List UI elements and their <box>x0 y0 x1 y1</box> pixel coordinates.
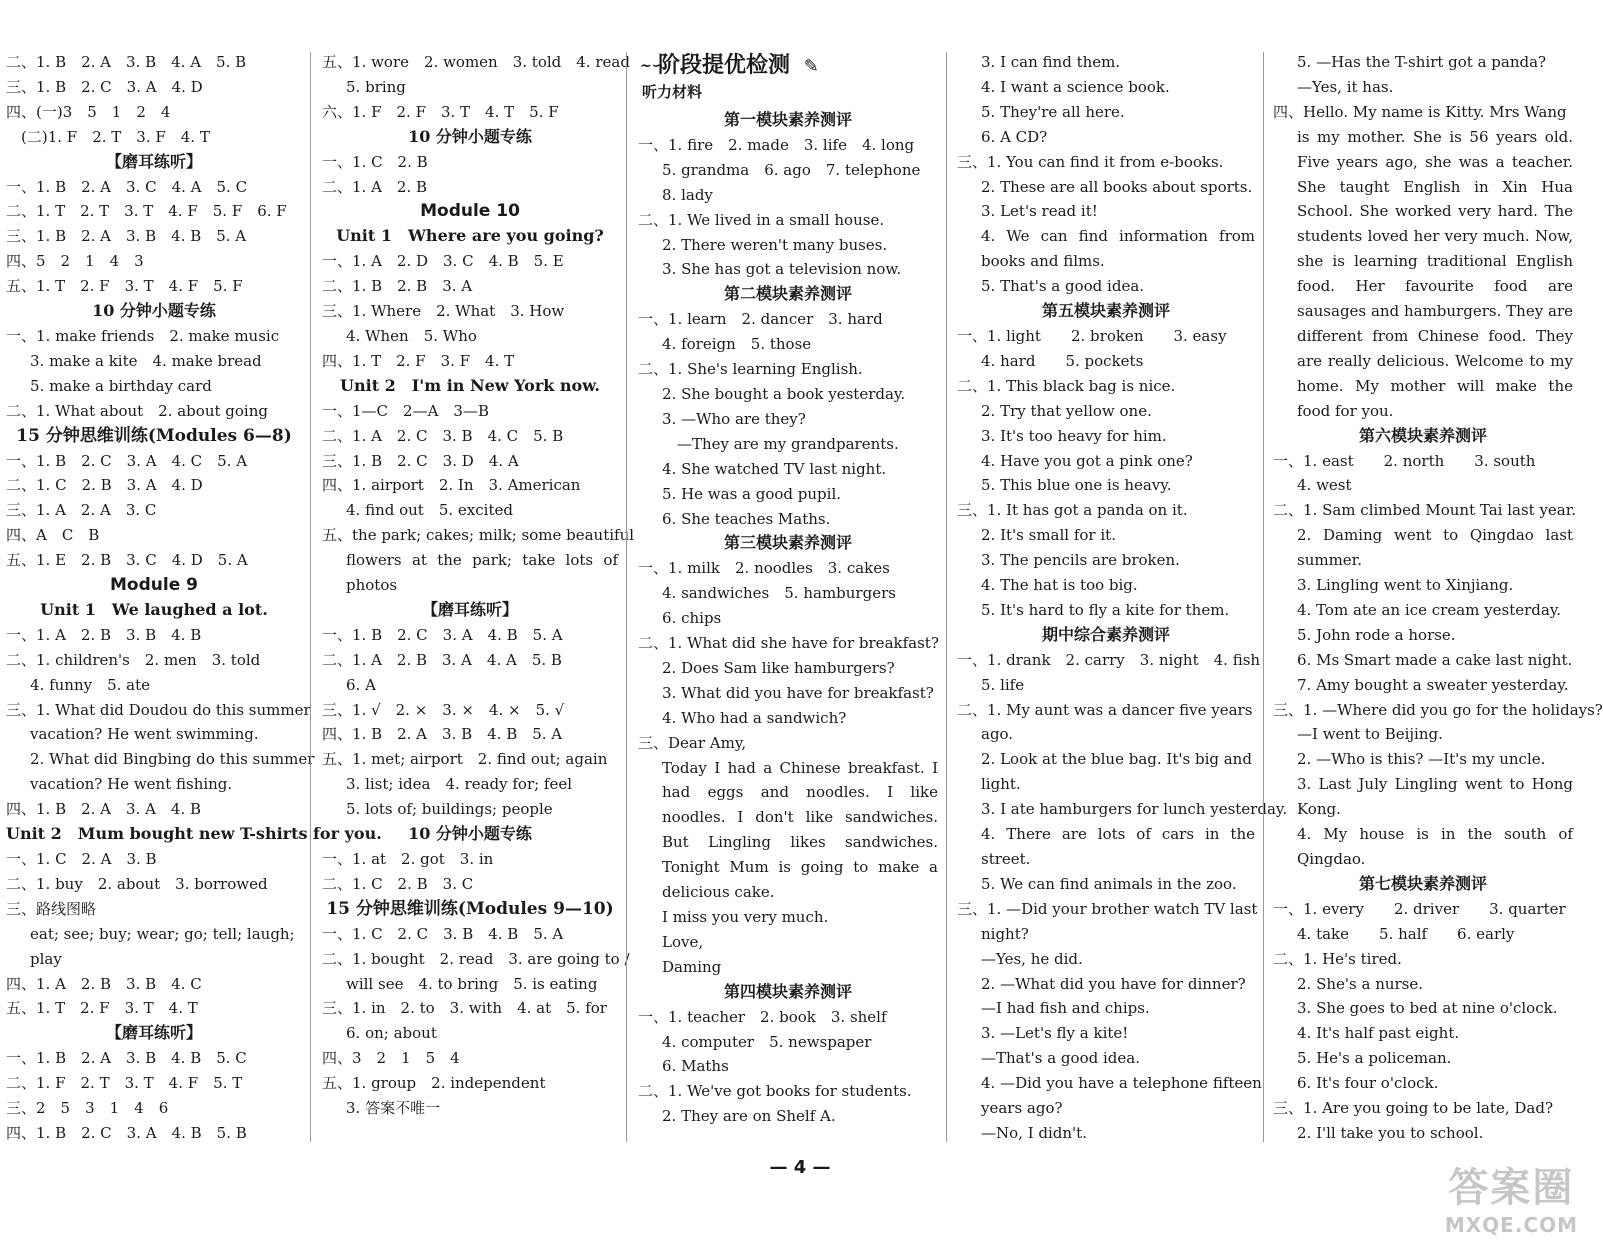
section-heading: 第一模块素养测评 <box>723 110 852 129</box>
answer-line: 3. list; idea 4. ready for; feel <box>346 775 573 794</box>
column-divider <box>946 52 947 1142</box>
answer-line: 2. What did Bingbing do this summer <box>30 750 315 769</box>
answer-line: had eggs and noodles. I like <box>662 783 938 802</box>
answer-line: 二、1. Sam climbed Mount Tai last year. <box>1273 501 1577 520</box>
answer-line: Daming <box>662 957 722 976</box>
answer-line: 二、1. This black bag is nice. <box>957 376 1176 395</box>
answer-line: 三、Dear Amy, <box>638 733 747 752</box>
answer-line: 二、1. We lived in a small house. <box>638 210 885 229</box>
answer-line: 二、1. He's tired. <box>1273 949 1402 968</box>
answer-line: 四、1. T 2. F 3. F 4. T <box>322 351 515 370</box>
answer-line: 8. lady <box>662 185 713 204</box>
answer-line: food for you. <box>1297 401 1394 420</box>
answer-line: vacation? He went swimming. <box>30 725 259 744</box>
answer-line: 4. take 5. half 6. early <box>1297 924 1515 943</box>
answer-line: 五、1. T 2. F 3. T 4. T <box>6 999 198 1018</box>
answer-line: 7. Amy bought a sweater yesterday. <box>1297 675 1569 694</box>
answer-line: 三、1. in 2. to 3. with 4. at 5. for <box>322 999 607 1018</box>
answer-line: 3. What did you have for breakfast? <box>662 683 934 702</box>
answer-line: 六、1. F 2. F 3. T 4. T 5. F <box>322 102 559 121</box>
answer-line: Qingdao. <box>1297 850 1366 868</box>
answer-line: play <box>30 949 62 968</box>
section-heading: Unit 2 Mum bought new T-shirts for you. <box>6 824 382 844</box>
answer-line: 4. find out 5. excited <box>346 501 513 520</box>
answer-line: 二、1. F 2. T 3. T 4. F 5. T <box>6 1074 243 1093</box>
answer-line: 6. She teaches Maths. <box>662 509 831 528</box>
answer-line: 二、1. T 2. T 3. T 4. F 5. F 6. F <box>6 202 287 221</box>
answer-line: 二、1. What about 2. about going <box>6 401 268 420</box>
answer-line: 5. —Has the T-shirt got a panda? <box>1297 53 1547 71</box>
answer-line: 4. When 5. Who <box>346 326 477 345</box>
section-heading: Module 10 <box>420 201 520 222</box>
answer-line: —Yes, he did. <box>981 949 1083 968</box>
section-heading: 【磨耳练听】 <box>421 599 518 619</box>
answer-line: —I went to Beijing. <box>1297 725 1443 744</box>
answer-line: 四、A C B <box>6 526 100 545</box>
answer-line: 一、1. C 2. C 3. B 4. B 5. A <box>322 924 564 943</box>
answer-line: Love, <box>662 932 704 951</box>
section-heading: 期中综合素养测评 <box>1041 624 1170 644</box>
answer-line: 四、5 2 1 4 3 <box>6 252 144 271</box>
answer-line: 二、1. C 2. B 3. C <box>322 874 474 893</box>
answer-line: 四、1. B 2. C 3. A 4. B 5. B <box>6 1123 247 1142</box>
answer-line: books and films. <box>981 252 1105 271</box>
answer-line: —I had fish and chips. <box>981 999 1150 1018</box>
column-divider <box>310 52 311 1142</box>
answer-line: 5. He's a policeman. <box>1297 1049 1452 1068</box>
answer-line: Today I had a Chinese breakfast. I <box>662 758 938 777</box>
answer-line: 二、1. bought 2. read 3. are going to / <box>322 949 630 968</box>
answer-line: 二、1. B 2. B 3. A <box>322 277 473 296</box>
watermark <box>1445 1156 1578 1237</box>
answer-line: 4. —Did you have a telephone fifteen <box>981 1074 1262 1093</box>
answer-line: 4. Have you got a pink one? <box>981 451 1193 470</box>
answer-line: 四、1. B 2. A 3. B 4. B 5. A <box>322 725 563 744</box>
section-heading: 【磨耳练听】 <box>105 1023 202 1043</box>
answer-line: 五、1. group 2. independent <box>322 1074 546 1093</box>
answer-line: students loved her very much. Now, <box>1297 227 1573 246</box>
answer-line: 5. It's hard to fly a kite for them. <box>981 600 1230 619</box>
answer-line: food. Her favourite food are <box>1297 277 1573 296</box>
answer-line: 5. lots of; buildings; people <box>346 800 553 819</box>
answer-line: 3. The pencils are broken. <box>981 551 1180 570</box>
answer-line: 5. He was a good pupil. <box>662 484 842 503</box>
answer-line: 三、1. B 2. C 3. A 4. D <box>6 77 203 96</box>
answer-line: 3. —Who are they? <box>662 409 806 428</box>
section-heading: 第三模块素养测评 <box>723 533 852 553</box>
answer-line: night? <box>981 924 1029 943</box>
answer-line: (二)1. F 2. T 3. F 4. T <box>6 127 210 146</box>
answer-line: 2. They are on Shelf A. <box>662 1107 836 1126</box>
answer-line: 3. She has got a television now. <box>662 260 902 279</box>
answer-line: 6. A CD? <box>981 127 1048 146</box>
answer-line: 5. We can find animals in the zoo. <box>981 874 1237 893</box>
answer-line: 6. It's four o'clock. <box>1297 1074 1439 1093</box>
answer-line: 2. She bought a book yesterday. <box>662 384 906 403</box>
answer-line: 一、1. learn 2. dancer 3. hard <box>638 310 883 329</box>
answer-line: 5. grandma 6. ago 7. telephone <box>662 160 921 179</box>
answer-column-5 <box>1273 50 1603 1160</box>
answer-line: noodles. I don't like sandwiches. <box>662 808 938 827</box>
watermark-url: MXQE.COM <box>1444 1213 1578 1237</box>
answer-line: photos <box>346 576 398 595</box>
answer-line: 4. computer 5. newspaper <box>662 1032 872 1051</box>
answer-line: 二、1. A 2. B 3. A 4. A 5. B <box>322 650 562 669</box>
answer-line: 一、1. fire 2. made 3. life 4. long <box>638 135 915 154</box>
section-heading: 第七模块素养测评 <box>1358 873 1487 893</box>
answer-line: street. <box>981 850 1031 868</box>
answer-line: ago. <box>981 725 1014 744</box>
answer-line: 四、1. airport 2. In 3. American <box>322 476 581 495</box>
answer-line: 6. Ms Smart made a cake last night. <box>1297 650 1573 669</box>
answer-line: 2. There weren't many buses. <box>662 235 888 254</box>
answer-line: 四、Hello. My name is Kitty. Mrs Wang <box>1273 102 1567 121</box>
section-heading: 10 分钟小题专练 <box>408 126 532 146</box>
answer-column-3 <box>638 50 938 1160</box>
answer-line: 3. make a kite 4. make bread <box>30 351 262 370</box>
section-heading: 15 分钟思维训练(Modules 6—8) <box>16 425 292 446</box>
section-heading: Unit 2 I'm in New York now. <box>340 375 600 395</box>
answer-line: 3. —Let's fly a kite! <box>981 1024 1129 1043</box>
answer-line: 2. It's small for it. <box>981 526 1116 545</box>
answer-line: 2. Daming went to Qingdao last <box>1297 526 1573 545</box>
answer-line: 2. Try that yellow one. <box>981 401 1152 420</box>
answer-line: 5. life <box>981 675 1025 694</box>
answer-line: 二、1. children's 2. men 3. told <box>6 650 261 669</box>
answer-line: I miss you very much. <box>662 908 829 926</box>
answer-line: 三、路线图略 <box>6 899 97 918</box>
answer-line: 二、1. My aunt was a dancer five years <box>957 700 1253 719</box>
column-divider <box>626 52 627 1142</box>
answer-line: Kong. <box>1297 800 1341 819</box>
answer-line: 二、1. buy 2. about 3. borrowed <box>6 874 268 893</box>
section-heading: Unit 1 Where are you going? <box>336 226 604 246</box>
answer-line: —Yes, it has. <box>1297 77 1394 96</box>
answer-line: 5. John rode a horse. <box>1297 625 1456 644</box>
answer-line: 2. I'll take you to school. <box>1297 1123 1484 1142</box>
answer-line: But Lingling likes sandwiches. <box>662 833 938 852</box>
answer-line: 3. Let's read it! <box>981 202 1098 221</box>
answer-line: 二、1. A 2. C 3. B 4. C 5. B <box>322 426 564 445</box>
answer-line: 一、1. milk 2. noodles 3. cakes <box>638 559 890 578</box>
section-banner <box>638 50 938 82</box>
answer-line: 6. chips <box>662 609 722 628</box>
answer-line: 一、1. teacher 2. book 3. shelf <box>638 1007 887 1026</box>
answer-line: 3. I can find them. <box>981 53 1121 71</box>
answer-line: 五、1. met; airport 2. find out; again <box>322 750 608 769</box>
answer-line: 四、1. A 2. B 3. B 4. C <box>6 974 202 993</box>
answer-line: eat; see; buy; wear; go; tell; laugh; <box>30 924 295 943</box>
section-heading: 第四模块素养测评 <box>723 981 852 1001</box>
section-heading: 10 分钟小题专练 <box>92 301 216 321</box>
answer-line: 4. Tom ate an ice cream yesterday. <box>1297 600 1562 619</box>
answer-column-2 <box>322 50 635 1160</box>
answer-line: 2. Look at the blue bag. It's big and <box>981 750 1252 769</box>
answer-line: 一、1. east 2. north 3. south <box>1273 451 1536 470</box>
answer-line: 6. A <box>346 675 376 694</box>
answer-line: 5. This blue one is heavy. <box>981 476 1172 495</box>
answer-line: 三、1. It has got a panda on it. <box>957 501 1188 520</box>
answer-line: 一、1. C 2. B <box>322 152 428 171</box>
answer-line: 5. bring <box>346 77 406 96</box>
answer-line: years ago? <box>981 1099 1063 1118</box>
answer-line: 二、1. We've got books for students. <box>638 1082 912 1101</box>
answer-line: 五、the park; cakes; milk; some beautiful <box>322 526 635 545</box>
answer-line: School. She worked very hard. The <box>1297 202 1573 221</box>
answer-line: 三、1. B 2. C 3. D 4. A <box>322 451 519 470</box>
answer-line: 二、1. A 2. B <box>322 177 428 196</box>
answer-line: 2. —Who is this? —It's my uncle. <box>1297 750 1546 769</box>
section-heading: 15 分钟思维训练(Modules 9—10) <box>326 898 614 919</box>
answer-line: 一、1. at 2. got 3. in <box>322 850 494 868</box>
answer-line: light. <box>981 775 1021 794</box>
answer-line: 2. Does Sam like hamburgers? <box>662 658 895 677</box>
answer-line: 6. on; about <box>346 1024 437 1043</box>
answer-line: 五、1. T 2. F 3. T 4. F 5. F <box>6 277 243 296</box>
answer-line: 5. make a birthday card <box>30 376 212 395</box>
answer-line: 一、1. light 2. broken 3. easy <box>957 326 1227 345</box>
answer-line: 一、1. make friends 2. make music <box>6 326 280 345</box>
answer-line: sausages and hamburgers. They are <box>1297 302 1573 321</box>
answer-line: 一、1. B 2. A 3. C 4. A 5. C <box>6 177 248 196</box>
answer-line: 4. We can find information from <box>981 227 1255 246</box>
answer-line: 4. The hat is too big. <box>981 576 1138 595</box>
answer-line: 一、1. every 2. driver 3. quarter <box>1273 899 1566 918</box>
answer-line: 2. —What did you have for dinner? <box>981 974 1246 993</box>
answer-line: 三、1. —Where did you go for the holidays? <box>1273 700 1603 719</box>
answer-line: 一、1. B 2. A 3. B 4. B 5. C <box>6 1049 247 1068</box>
answer-line: different from Chinese food. They <box>1297 326 1573 345</box>
section-banner-title: 阶段提优检测 <box>658 53 791 78</box>
answer-line: home. My mother will make the <box>1297 376 1573 395</box>
answer-line: —They are my grandparents. <box>662 434 899 453</box>
subheading-text: 听力材料 <box>642 83 703 101</box>
answer-line: 2. These are all books about sports. <box>981 177 1253 196</box>
answer-line: 4. She watched TV last night. <box>662 459 887 478</box>
answer-line: —That's a good idea. <box>981 1049 1140 1068</box>
answer-line: 3. Lingling went to Xinjiang. <box>1297 576 1514 595</box>
answer-line: 4. sandwiches 5. hamburgers <box>662 584 896 603</box>
section-heading: 【磨耳练听】 <box>105 151 202 171</box>
answer-line: 3. 答案不唯一 <box>346 1099 441 1118</box>
answer-line: 一、1. A 2. B 3. B 4. B <box>6 625 202 644</box>
watermark-logo: 答案圈 <box>1448 1165 1575 1211</box>
answer-line: 三、1. What did Doudou do this summer <box>6 700 311 719</box>
answer-line: Tonight Mum is going to make a <box>662 858 938 877</box>
book-icon: ✎ <box>803 56 819 77</box>
answer-line: 5. That's a good idea. <box>981 277 1145 296</box>
answer-line: 三、1. √ 2. × 3. × 4. × 5. √ <box>322 700 565 719</box>
answer-line: 五、1. wore 2. women 3. told 4. read <box>322 53 630 71</box>
answer-line: flowers at the park; take lots of <box>346 551 618 570</box>
answer-line: 4. foreign 5. those <box>662 335 812 354</box>
answer-line: 三、2 5 3 1 4 6 <box>6 1099 169 1118</box>
answer-line: 一、1—C 2—A 3—B <box>322 401 489 420</box>
section-heading: 第二模块素养测评 <box>723 284 852 304</box>
answer-line: 一、1. C 2. A 3. B <box>6 850 157 868</box>
answer-line: summer. <box>1297 551 1362 570</box>
answer-line: vacation? He went fishing. <box>30 775 233 794</box>
section-heading: Unit 1 We laughed a lot. <box>40 599 268 619</box>
answer-line: 4. west <box>1297 476 1352 495</box>
answer-line: 4. There are lots of cars in the <box>981 825 1255 844</box>
answer-line: 四、3 2 1 5 4 <box>322 1049 460 1068</box>
section-heading: 第六模块素养测评 <box>1358 425 1487 445</box>
answer-line: She taught English in Xin Hua <box>1297 177 1573 196</box>
answer-line: delicious cake. <box>662 883 775 902</box>
answer-line: 三、1. A 2. A 3. C <box>6 501 157 520</box>
answer-line: 4. hard 5. pockets <box>981 351 1144 370</box>
answer-line: 二、1. What did she have for breakfast? <box>638 634 939 653</box>
answer-line: 二、1. B 2. A 3. B 4. A 5. B <box>6 53 247 71</box>
answer-line: 二、1. She's learning English. <box>638 360 863 379</box>
answer-line: 4. I want a science book. <box>981 77 1170 96</box>
answer-line: 3. She goes to bed at nine o'clock. <box>1297 999 1558 1018</box>
answer-line: 三、1. Are you going to be late, Dad? <box>1273 1099 1553 1118</box>
answer-line: 一、1. B 2. C 3. A 4. C 5. A <box>6 451 248 470</box>
answer-line: 一、1. B 2. C 3. A 4. B 5. A <box>322 625 563 644</box>
answer-line: 三、1. Where 2. What 3. How <box>322 302 565 321</box>
answer-line: 四、1. B 2. A 3. A 4. B <box>6 800 202 819</box>
listening-material-heading <box>638 82 938 102</box>
answer-line: 4. funny 5. ate <box>30 675 151 694</box>
answer-line: 5. They're all here. <box>981 102 1125 121</box>
answer-line: 三、1. You can find it from e-books. <box>957 152 1224 171</box>
answer-line: 4. My house is in the south of <box>1297 825 1573 844</box>
answer-line: will see 4. to bring 5. is eating <box>346 974 598 993</box>
answer-line: —No, I didn't. <box>981 1123 1087 1142</box>
answer-line: 五、1. E 2. B 3. C 4. D 5. A <box>6 551 248 570</box>
answer-line: 2. She's a nurse. <box>1297 974 1424 993</box>
answer-line: 3. It's too heavy for him. <box>981 426 1167 445</box>
banner-decoration: ~∽ <box>640 58 664 74</box>
section-heading: Module 9 <box>110 575 198 596</box>
answer-line: 一、1. drank 2. carry 3. night 4. fish <box>957 650 1261 669</box>
answer-line: 3. Last July Lingling went to Hong <box>1297 775 1573 794</box>
answer-line: 6. Maths <box>662 1057 729 1076</box>
answer-line: 三、1. B 2. A 3. B 4. B 5. A <box>6 227 247 246</box>
answer-line: are really delicious. Welcome to my <box>1297 351 1573 370</box>
page-number: — 4 — <box>769 1157 831 1178</box>
answer-line: 一、1. A 2. D 3. C 4. B 5. E <box>322 252 564 271</box>
answer-line: Five years ago, she was a teacher. <box>1297 152 1573 171</box>
answer-line: 4. It's half past eight. <box>1297 1024 1460 1043</box>
section-heading: 10 分钟小题专练 <box>408 824 532 844</box>
section-heading: 第五模块素养测评 <box>1041 301 1170 321</box>
answer-line: 三、1. —Did your brother watch TV last <box>957 899 1258 918</box>
answer-line: 3. I ate hamburgers for lunch yesterday. <box>981 800 1288 819</box>
answer-line: 四、(一)3 5 1 2 4 <box>6 102 171 121</box>
answer-line: she is learning traditional English <box>1297 252 1573 271</box>
answer-column-4 <box>957 50 1288 1160</box>
answer-line: is my mother. She is 56 years old. <box>1297 127 1573 146</box>
answer-line: 二、1. C 2. B 3. A 4. D <box>6 476 203 495</box>
answer-line: 4. Who had a sandwich? <box>662 708 847 727</box>
column-divider <box>1263 52 1264 1142</box>
